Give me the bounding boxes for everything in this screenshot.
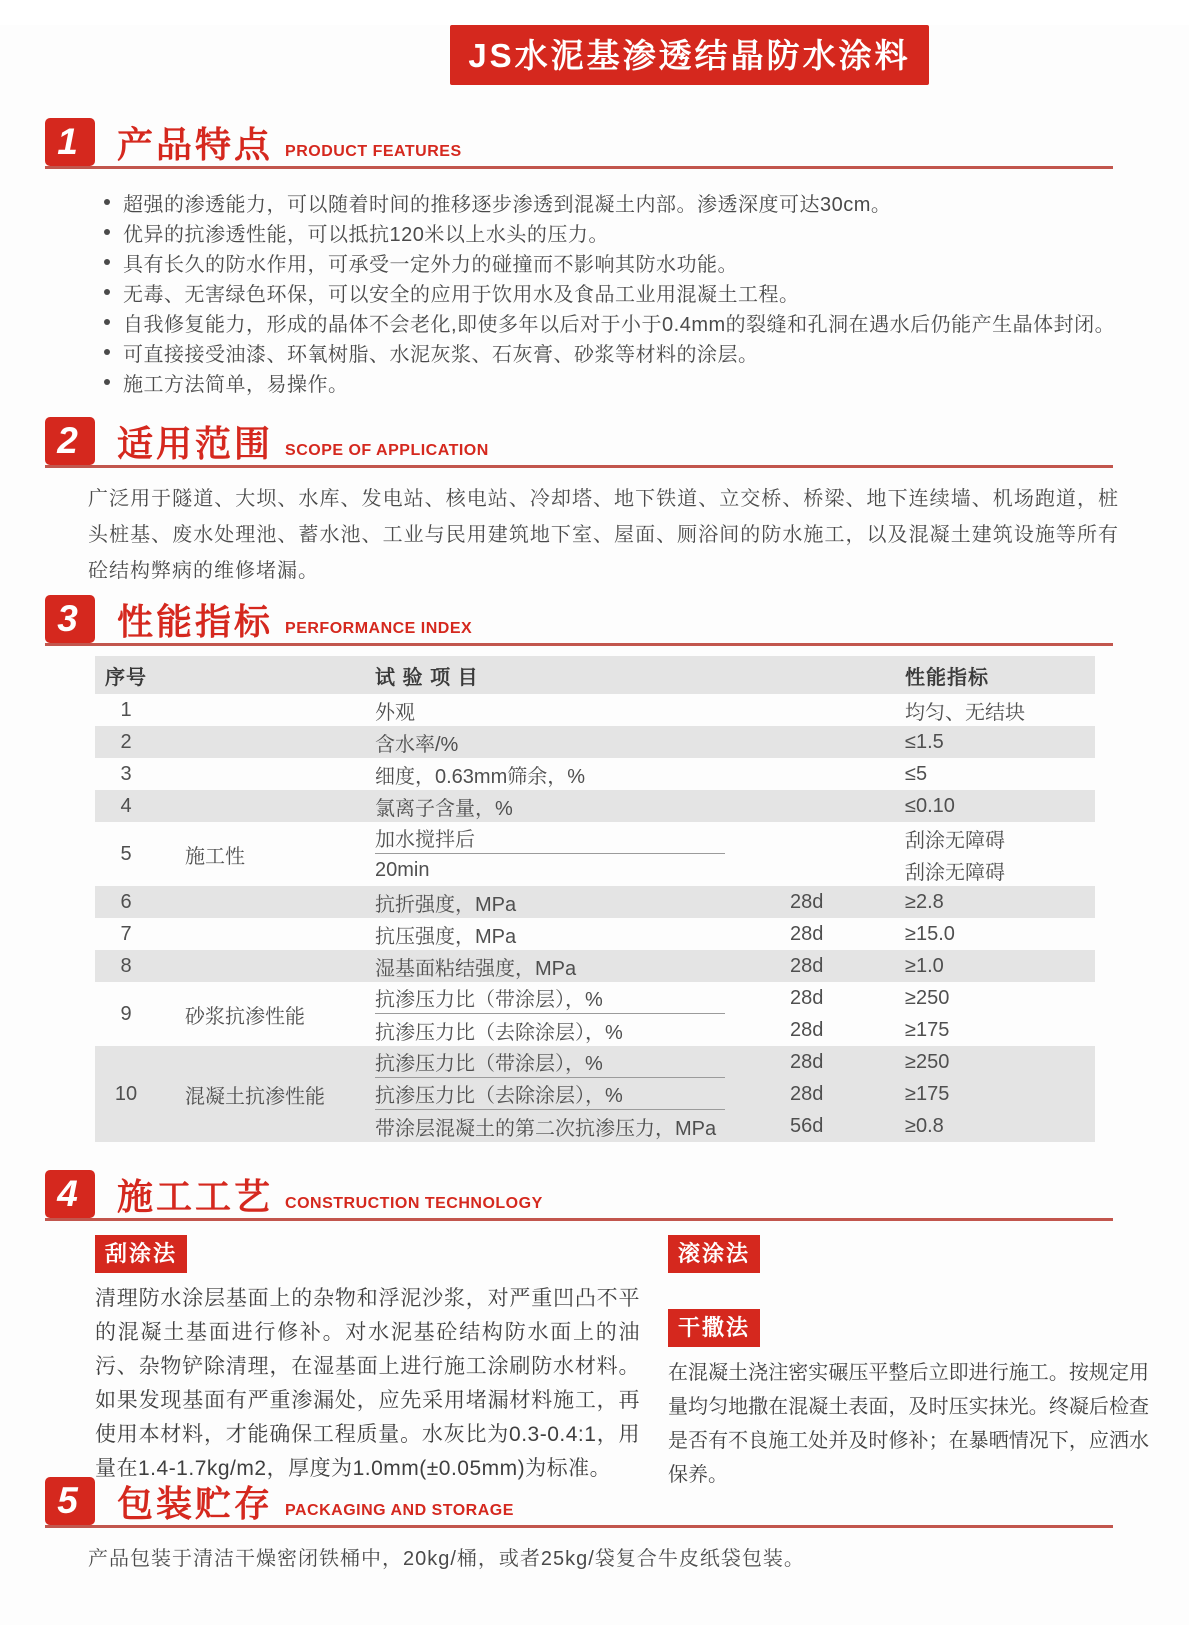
feature-bullet (104, 247, 1129, 277)
index-value-cell: ≤1.5 (905, 730, 944, 753)
section-header-scope (45, 417, 1113, 468)
method-scrape-coating (95, 1235, 640, 1480)
index-value-cell: ≥0.8 (905, 1114, 944, 1137)
bullet-dot-icon (104, 229, 110, 235)
test-item-cell: 抗渗压力比（带涂层），% (375, 1046, 725, 1078)
table-subrow (375, 758, 1095, 790)
index-value-cell: ≤0.10 (905, 794, 955, 817)
test-item-cell: 湿基面粘结强度，MPa (375, 957, 577, 980)
section-title-en: SCOPE OF APPLICATION (285, 442, 489, 459)
row-group: 混凝土抗渗性能 (185, 1085, 325, 1108)
table-subrow (375, 1078, 1095, 1110)
index-value-cell: 刮涂无障碍 (905, 829, 1005, 852)
row-no: 5 (120, 842, 132, 865)
feature-bullet-text: 优异的抗渗透性能，可以抵抗120米以上水头的压力。 (123, 223, 609, 246)
section-title-en: PERFORMANCE INDEX (285, 620, 473, 637)
section-number: 3 (45, 595, 95, 643)
performance-table (95, 656, 1095, 1142)
index-value-cell: ≤5 (905, 762, 928, 785)
test-item-cell: 抗折强度，MPa (375, 893, 517, 916)
row-no: 4 (120, 794, 132, 817)
table-subrow (375, 854, 1095, 886)
bullet-dot-icon (104, 319, 110, 325)
row-group (157, 758, 375, 790)
row-no: 8 (120, 954, 132, 977)
test-item-cell: 含水率/% (375, 733, 459, 756)
feature-bullet (104, 277, 1129, 307)
product-title-banner: JS水泥基渗透结晶防水涂料 (450, 25, 928, 85)
table-subrow (375, 694, 1095, 726)
table-row (95, 886, 1095, 918)
feature-bullet (104, 307, 1129, 337)
section-number: 2 (45, 417, 95, 465)
test-item-cell: 抗压强度，MPa (375, 925, 517, 948)
row-items (375, 918, 1095, 950)
section-title-en: PACKAGING AND STORAGE (285, 1502, 514, 1519)
construction-methods (95, 1235, 1149, 1486)
table-subrow (375, 1110, 1095, 1142)
index-value-cell: ≥15.0 (905, 922, 955, 945)
age-cell (725, 726, 845, 758)
age-cell: 28d (790, 890, 824, 913)
row-no: 6 (120, 890, 132, 913)
test-item-cell: 加水搅拌后 (375, 822, 725, 854)
row-items (375, 1046, 1095, 1142)
row-no: 7 (120, 922, 132, 945)
age-cell: 56d (790, 1114, 824, 1137)
section-header-features (45, 118, 1113, 169)
header-test-item: 试 验 项 目 (375, 666, 479, 689)
feature-bullet (104, 337, 1129, 367)
row-group (157, 790, 375, 822)
table-row (95, 1046, 1095, 1142)
row-no: 10 (114, 1082, 138, 1105)
age-cell (725, 854, 845, 886)
method-dry-sprinkle-text: 在混凝土浇注密实碾压平整后立即进行施工。按规定用量均匀地撒在混凝土表面，及时压实抹光。终凝后检查是否有不良施工处并及时修补；在暴晒情况下，应洒水保养。 (668, 1362, 1149, 1486)
section-title-cn: 适用范围 (117, 423, 274, 464)
row-items (375, 982, 1095, 1046)
page (0, 25, 1189, 1625)
scope-text: 广泛用于隧道、大坝、水库、发电站、核电站、冷却塔、地下铁道、立交桥、桥梁、地下连续墙、机场跑道，桩头桩基、废水处理池、蓄水池、工业与民用建筑地下室、屋面、厕浴间的防水施工，以及混凝土建筑设施等所有砼结构弊病的维修堵漏。 (88, 488, 1119, 582)
test-item-cell: 抗渗压力比（去除涂层），% (375, 1021, 623, 1044)
method-scrape-text: 清理防水涂层基面上的杂物和浮泥沙浆，对严重凹凸不平的混凝土基面进行修补。对水泥基砼结构防水面上的油污、杂物铲除清理，在湿基面上进行施工涂刷防水材料。如果发现基面有严重渗漏处，应先采用堵漏材料施工，再使用本材料，才能确保工程质量。水灰比为0.3-0.4:1，用量在1.4-1.7kg/m2，厚度为1.0mm(±0.05mm)为标准。 (95, 1287, 640, 1480)
section-title-cn: 施工工艺 (117, 1176, 274, 1217)
row-no: 1 (120, 698, 132, 721)
row-group (157, 886, 375, 918)
index-value-cell: 刮涂无障碍 (905, 861, 1005, 884)
row-group: 施工性 (185, 845, 245, 868)
test-item-cell: 氯离子含量，% (375, 797, 513, 820)
method-scrape-badge: 刮涂法 (95, 1235, 187, 1273)
feature-bullet-text: 超强的渗透能力，可以随着时间的推移逐步渗透到混凝土内部。渗透深度可达30cm。 (123, 193, 892, 216)
section-title-en: CONSTRUCTION TECHNOLOGY (285, 1195, 543, 1212)
section-header-performance (45, 595, 1113, 646)
section-title-cn: 产品特点 (117, 124, 274, 165)
row-no: 9 (120, 1002, 132, 1025)
table-row (95, 918, 1095, 950)
bullet-dot-icon (104, 349, 110, 355)
feature-bullet-text: 施工方法简单，易操作。 (123, 373, 349, 396)
table-subrow (375, 822, 1095, 854)
method-roll-coating (668, 1235, 1149, 1273)
section-title-cn: 包装贮存 (117, 1483, 274, 1524)
table-subrow (375, 1014, 1095, 1046)
row-items (375, 790, 1095, 822)
section-title-en: PRODUCT FEATURES (285, 143, 462, 160)
index-value-cell: ≥175 (905, 1018, 950, 1041)
row-no: 3 (120, 762, 132, 785)
feature-bullet (104, 367, 1129, 397)
age-cell: 28d (790, 922, 824, 945)
table-subrow (375, 918, 1095, 950)
table-subrow (375, 982, 1095, 1014)
row-items (375, 822, 1095, 886)
test-item-cell: 20min (375, 858, 430, 881)
row-group (157, 950, 375, 982)
index-value-cell: ≥250 (905, 1050, 950, 1073)
row-no: 2 (120, 730, 132, 753)
method-dry-sprinkle (668, 1309, 1149, 1492)
table-row (95, 726, 1095, 758)
section-number: 5 (45, 1477, 95, 1525)
header-no: 序号 (105, 666, 147, 689)
row-group (157, 726, 375, 758)
header-performance-index: 性能指标 (905, 666, 989, 689)
age-cell (725, 790, 845, 822)
index-value-cell: 均匀、无结块 (905, 701, 1025, 724)
feature-bullet-text: 自我修复能力，形成的晶体不会老化,即使多年以后对于小于0.4mm的裂缝和孔洞在遇水后仍能产生晶体封闭。 (123, 313, 1116, 336)
age-cell: 28d (790, 1050, 824, 1073)
age-cell (725, 694, 845, 726)
table-subrow (375, 726, 1095, 758)
row-group: 砂浆抗渗性能 (185, 1005, 305, 1028)
feature-list (104, 187, 1129, 397)
table-row (95, 822, 1095, 886)
age-cell: 28d (790, 954, 824, 977)
bullet-dot-icon (104, 259, 110, 265)
test-item-cell: 外观 (375, 701, 415, 724)
method-roll-badge: 滚涂法 (668, 1235, 760, 1273)
age-cell: 28d (790, 1018, 824, 1041)
row-items (375, 950, 1095, 982)
index-value-cell: ≥175 (905, 1082, 950, 1105)
table-row (95, 790, 1095, 822)
bullet-dot-icon (104, 289, 110, 295)
feature-bullet-text: 无毒、无害绿色环保，可以安全的应用于饮用水及食品工业用混凝土工程。 (123, 283, 800, 306)
age-cell (725, 822, 845, 854)
test-item-cell: 带涂层混凝土的第二次抗渗压力，MPa (375, 1117, 717, 1140)
age-cell: 28d (790, 986, 824, 1009)
feature-bullet-text: 可直接接受油漆、环氧树脂、水泥灰浆、石灰膏、砂浆等材料的涂层。 (123, 343, 759, 366)
section-header-construction (45, 1170, 1113, 1221)
row-items (375, 694, 1095, 726)
method-dry-sprinkle-badge: 干撒法 (668, 1309, 760, 1347)
feature-bullet (104, 217, 1129, 247)
row-group (157, 694, 375, 726)
bullet-dot-icon (104, 199, 110, 205)
bullet-dot-icon (104, 379, 110, 385)
test-item-cell: 细度，0.63mm筛余，% (375, 765, 586, 788)
table-subrow (375, 886, 1095, 918)
table-row (95, 694, 1095, 726)
row-items (375, 758, 1095, 790)
table-row (95, 950, 1095, 982)
methods-right-column (668, 1235, 1149, 1486)
row-items (375, 886, 1095, 918)
index-value-cell: ≥2.8 (905, 890, 944, 913)
feature-bullet-text: 具有长久的防水作用，可承受一定外力的碰撞而不影响其防水功能。 (123, 253, 738, 276)
row-group (157, 918, 375, 950)
packaging-text: 产品包装于清洁干燥密闭铁桶中，20kg/桶，或者25kg/袋复合牛皮纸袋包装。 (88, 1548, 805, 1570)
table-subrow (375, 950, 1095, 982)
table-body (95, 694, 1095, 1142)
table-header-row (95, 656, 1095, 694)
row-items (375, 726, 1095, 758)
table-row (95, 758, 1095, 790)
section-number: 1 (45, 118, 95, 166)
table-subrow (375, 790, 1095, 822)
table-subrow (375, 1046, 1095, 1078)
feature-bullet (104, 187, 1129, 217)
index-value-cell: ≥250 (905, 986, 950, 1009)
test-item-cell: 抗渗压力比（去除涂层），% (375, 1078, 725, 1110)
index-value-cell: ≥1.0 (905, 954, 944, 977)
test-item-cell: 抗渗压力比（带涂层），% (375, 982, 725, 1014)
age-cell (725, 758, 845, 790)
age-cell: 28d (790, 1082, 824, 1105)
table-row (95, 982, 1095, 1046)
section-title-cn: 性能指标 (117, 601, 274, 642)
section-number: 4 (45, 1170, 95, 1218)
